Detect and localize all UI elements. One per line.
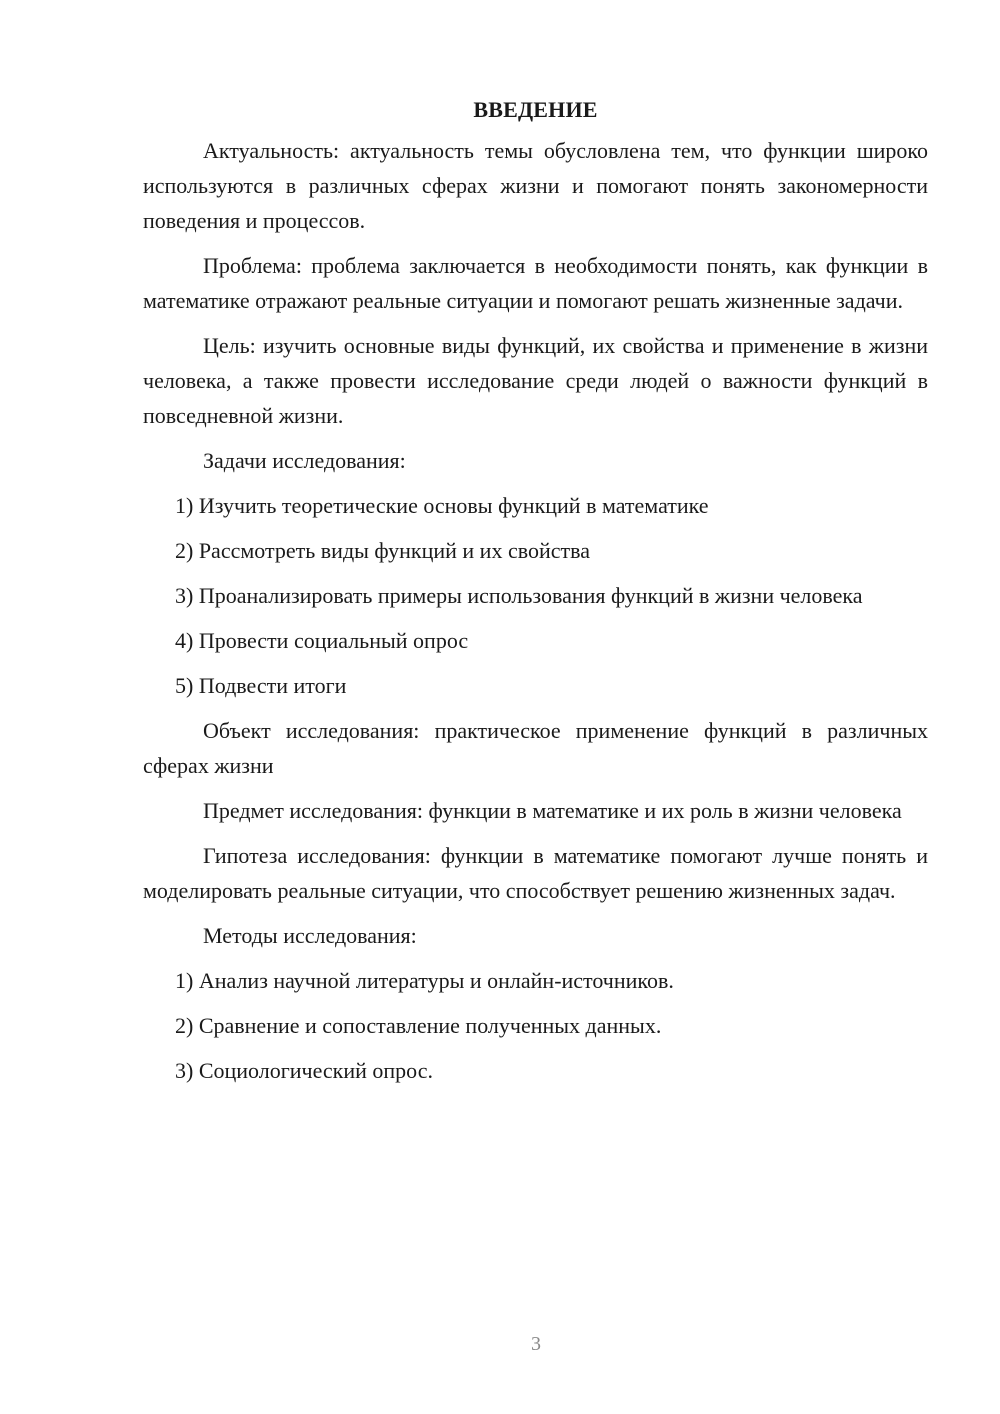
page-number: 3 (531, 1333, 541, 1355)
tasks-heading: Задачи исследования: (203, 448, 406, 473)
method-item: 2) Сравнение и сопоставление полученных данных. (175, 1013, 662, 1038)
task-item: 5) Подвести итоги (175, 673, 347, 698)
goal-paragraph: Цель: изучить основные виды функций, их свойства и применение в жизни человека, а также провести исследование среди людей о важности функций в повседневной жизни. (143, 333, 928, 428)
subject-paragraph: Предмет исследования: функции в математике и их роль в жизни человека (203, 798, 902, 823)
method-item: 3) Социологический опрос. (175, 1058, 433, 1083)
document-page (143, 92, 928, 1098)
task-item: 3) Проанализировать примеры использования функций в жизни человека (175, 583, 863, 608)
relevance-paragraph: Актуальность: актуальность темы обусловлена тем, что функции широко используются в различных сферах жизни и помогают понять закономерности поведения и процессов. (143, 138, 928, 233)
task-item: 2) Рассмотреть виды функций и их свойства (175, 538, 590, 563)
document-title: ВВЕДЕНИЕ (473, 97, 598, 122)
methods-heading: Методы исследования: (203, 923, 417, 948)
hypothesis-paragraph: Гипотеза исследования: функции в математике помогают лучше понять и моделировать реальные ситуации, что способствует решению жизненных задач. (143, 843, 928, 903)
task-item: 1) Изучить теоретические основы функций в математике (175, 493, 709, 518)
object-paragraph: Объект исследования: практическое применение функций в различных сферах жизни (143, 718, 928, 778)
method-item: 1) Анализ научной литературы и онлайн-источников. (175, 968, 674, 993)
task-item: 4) Провести социальный опрос (175, 628, 469, 653)
problem-paragraph: Проблема: проблема заключается в необходимости понять, как функции в математике отражают реальные ситуации и помогают решать жизненные задачи. (143, 253, 928, 313)
